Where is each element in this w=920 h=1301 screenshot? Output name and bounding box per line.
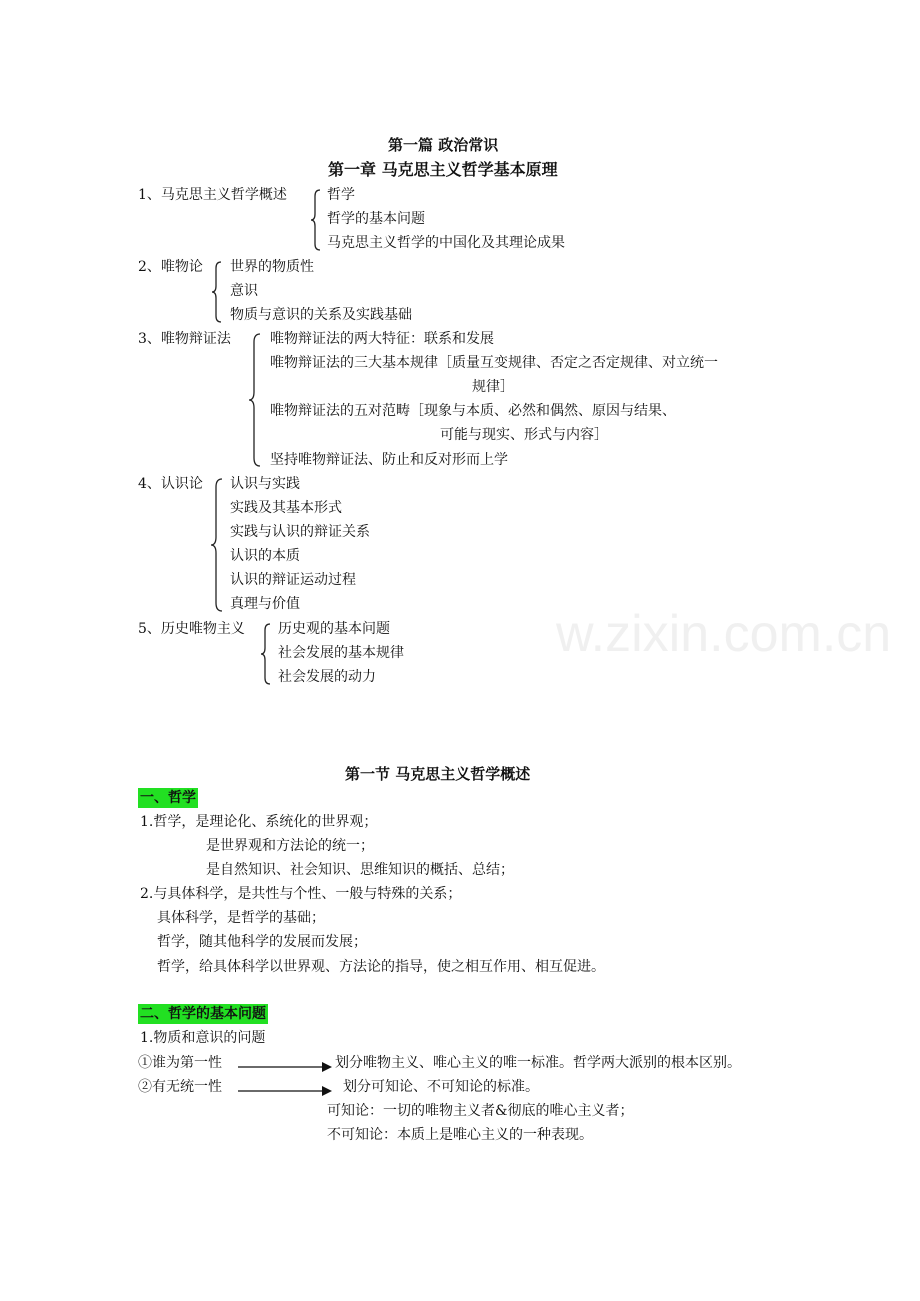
outline-5-label: 5、历史唯物主义 bbox=[138, 621, 245, 637]
outline-5-item: 社会发展的基本规律 bbox=[278, 645, 404, 661]
outline-3-label: 3、唯物辩证法 bbox=[138, 331, 231, 347]
sub1-line: 哲学，随其他科学的发展而发展； bbox=[157, 934, 367, 950]
outline-5-item: 社会发展的动力 bbox=[278, 669, 376, 685]
outline-3-item: 坚持唯物辩证法、防止和反对形而上学 bbox=[270, 452, 508, 468]
outline-3-item-cont: 规律］ bbox=[472, 379, 514, 395]
outline-1-item: 哲学的基本问题 bbox=[327, 211, 425, 227]
outline-3-item: 唯物辩证法的三大基本规律［质量互变规律、否定之否定规律、对立统一 bbox=[270, 355, 718, 371]
arrow-right-icon bbox=[238, 1085, 334, 1097]
sub1-line: 哲学，给具体科学以世界观、方法论的指导，使之相互作用、相互促进。 bbox=[157, 959, 605, 975]
outline-4-item: 实践与认识的辩证关系 bbox=[230, 524, 370, 540]
sub1-line: 是自然知识、社会知识、思维知识的概括、总结； bbox=[206, 862, 514, 878]
sub2-heading: 二、哲学的基本问题 bbox=[140, 1006, 266, 1022]
outline-5-item: 历史观的基本问题 bbox=[278, 621, 390, 637]
outline-2-item: 意识 bbox=[230, 283, 258, 299]
sub2-q1: ①谁为第一性 bbox=[138, 1055, 222, 1071]
section-title: 第一节 马克思主义哲学概述 bbox=[345, 765, 531, 783]
brace-icon bbox=[210, 477, 224, 613]
sub2-intro: 1.物质和意识的问题 bbox=[140, 1030, 266, 1046]
sub1-line: 1.哲学，是理论化、系统化的世界观； bbox=[140, 814, 378, 830]
outline-4-label: 4、认识论 bbox=[138, 476, 203, 492]
outline-4-item: 认识的本质 bbox=[230, 548, 300, 564]
outline-4-item: 真理与价值 bbox=[230, 596, 300, 612]
outline-1-item: 马克思主义哲学的中国化及其理论成果 bbox=[327, 235, 565, 251]
sub1-heading: 一、哲学 bbox=[140, 790, 196, 806]
outline-3-item: 唯物辩证法的五对范畴［现象与本质、必然和偶然、原因与结果、 bbox=[270, 403, 676, 419]
sub1-line: 是世界观和方法论的统一； bbox=[206, 838, 374, 854]
sub2-note: 可知论：一切的唯物主义者&彻底的唯心主义者； bbox=[327, 1103, 634, 1119]
part-title: 第一篇 政治常识 bbox=[388, 136, 499, 154]
sub2-a1: 划分唯物主义、唯心主义的唯一标准。哲学两大派别的根本区别。 bbox=[335, 1055, 741, 1071]
outline-4-item: 认识与实践 bbox=[230, 476, 300, 492]
outline-3-item: 唯物辩证法的两大特征：联系和发展 bbox=[270, 331, 494, 347]
sub1-line: 具体科学，是哲学的基础； bbox=[157, 910, 325, 926]
chapter-title: 第一章 马克思主义哲学基本原理 bbox=[328, 160, 558, 179]
sub1-line: 2.与具体科学，是共性与个性、一般与特殊的关系； bbox=[140, 886, 462, 902]
sub2-note: 不可知论：本质上是唯心主义的一种表现。 bbox=[327, 1127, 593, 1143]
brace-icon bbox=[211, 260, 223, 324]
sub2-a2: 划分可知论、不可知论的标准。 bbox=[343, 1079, 539, 1095]
outline-2-label: 2、唯物论 bbox=[138, 259, 203, 275]
outline-1-label: 1、马克思主义哲学概述 bbox=[138, 187, 287, 203]
brace-icon bbox=[260, 622, 272, 686]
outline-2-item: 世界的物质性 bbox=[230, 259, 314, 275]
outline-1-item: 哲学 bbox=[327, 187, 355, 203]
watermark: w.zixin.com.cn bbox=[556, 605, 892, 663]
sub2-q2: ②有无统一性 bbox=[138, 1079, 222, 1095]
arrow-right-icon bbox=[238, 1061, 334, 1073]
outline-4-item: 实践及其基本形式 bbox=[230, 500, 342, 516]
outline-4-item: 认识的辩证运动过程 bbox=[230, 572, 356, 588]
brace-icon bbox=[248, 332, 262, 468]
outline-3-item-cont: 可能与现实、形式与内容］ bbox=[440, 427, 608, 443]
brace-icon bbox=[310, 188, 322, 252]
outline-2-item: 物质与意识的关系及实践基础 bbox=[230, 307, 412, 323]
